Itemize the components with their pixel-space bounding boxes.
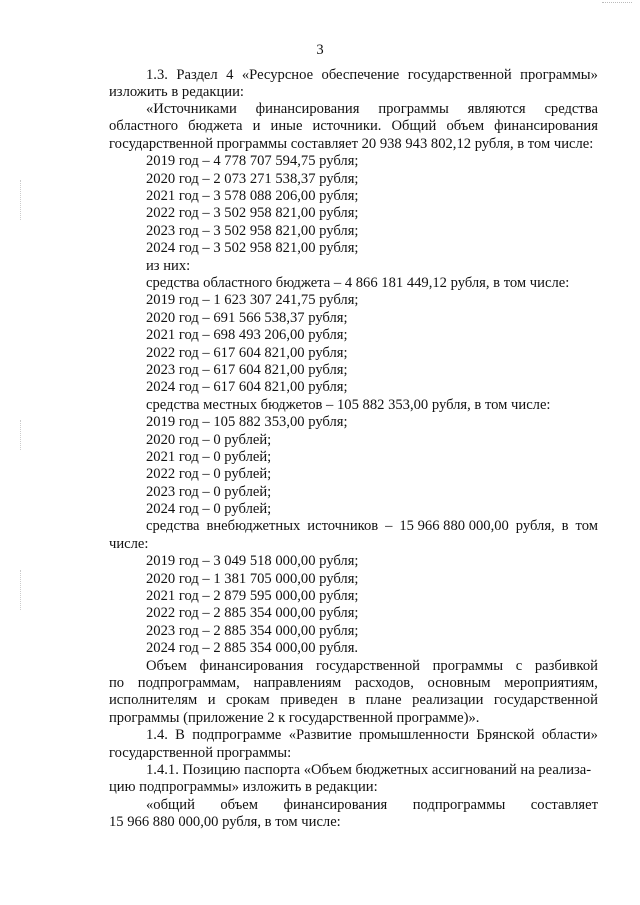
word: том [575,518,598,534]
text-line [146,797,598,814]
word: государственной [493,692,598,708]
word: государственной [407,67,512,83]
word: программы [432,658,504,674]
word: «Развитие [288,727,352,743]
word: иные [270,118,303,134]
word: направлениям [253,675,342,691]
word: обеспечение [321,67,400,83]
word: «Источниками [146,101,237,117]
text-line: 2023 год – 2 885 354 000,00 рубля; [146,623,359,639]
text-line: 2024 год – 3 502 958 821,00 рубля; [146,240,359,256]
word: исполнителям [109,692,198,708]
word: областного [109,118,178,134]
margin-artifact [20,180,22,220]
word: программы [378,101,449,117]
scan-artifact [602,2,632,4]
word: Раздел [176,67,218,83]
word: финансирования [494,118,598,134]
text-line [109,675,598,692]
text-line: 2020 год – 691 566 538,37 рубля; [146,310,348,326]
text-line: 15 966 880 000,00 рубля, в том числе: [109,814,341,830]
text-line: 2022 год – 3 502 958 821,00 рубля; [146,205,359,221]
text-line: 2021 год – 2 879 595 000,00 рубля; [146,588,359,604]
text-line: 2023 год – 3 502 958 821,00 рубля; [146,223,359,239]
word: расходов, [354,675,414,691]
word: реализации [412,692,484,708]
word: В [175,727,185,743]
word: объем [220,797,258,813]
word: области» [541,727,598,743]
text-line: государственной программы: [109,745,292,761]
word: Общий [391,118,437,134]
text-line: средства местных бюджетов – 105 882 353,00 рубля, в том числе: [146,397,551,413]
margin-artifact [20,570,22,610]
text-line: 2021 год – 0 рублей; [146,449,272,465]
text-line [146,67,598,84]
text-line: 2022 год – 0 рублей; [146,466,272,482]
word: с [515,658,523,674]
word: Брянской [476,727,535,743]
text-line: изложить в редакции: [109,84,244,100]
word: – [385,518,393,534]
word: и [207,692,216,708]
text-line: 2020 год – 1 381 705 000,00 рубля; [146,571,359,587]
text-line [109,118,598,135]
word: подпрограммам, [137,675,240,691]
page-number: 3 [316,42,324,58]
word: программы» [520,67,598,83]
word: средства [146,518,200,534]
text-line: 2020 год – 2 073 271 538,37 рубля; [146,171,359,187]
word: мероприятиям, [504,675,598,691]
word: 1.4. [146,727,168,743]
word: являются [467,101,526,117]
word: и [252,118,261,134]
text-line [146,658,598,675]
word: промышленности [359,727,470,743]
text-line: 2022 год – 2 885 354 000,00 рубля; [146,605,359,621]
text-line: 2023 год – 0 рублей; [146,484,272,500]
word: источники. [312,118,382,134]
text-line: 2024 год – 0 рублей; [146,501,272,517]
text-line: 2023 год – 617 604 821,00 рубля; [146,362,348,378]
margin-artifact [20,420,22,450]
text-line: 2021 год – 698 493 206,00 рубля; [146,327,348,343]
word: разбивкой [534,658,598,674]
text-line: 2019 год – 4 778 707 594,75 рубля; [146,153,359,169]
text-line [146,727,598,744]
word: финансирования [255,101,360,117]
text-line [109,692,598,709]
text-line: средства областного бюджета – 4 866 181 449,12 рубля, в том числе: [146,275,570,291]
text-line: программы (приложение 2 к государственной программе)». [109,710,480,726]
word: «общий [146,797,195,813]
word: «Ресурсное [241,67,314,83]
text-line: 2021 год – 3 578 088 206,00 рубля; [146,188,359,204]
word: срокам [225,692,270,708]
text-line: 2024 год – 2 885 354 000,00 рубля. [146,640,359,656]
word: основным [427,675,491,691]
word: в [561,518,569,534]
word: средства [544,101,598,117]
word: 1.3. [146,67,168,83]
text-line: числе: [109,536,149,552]
word: 4 [226,67,234,83]
text-line: цию подпрограммы» изложить в редакции: [109,779,378,795]
word: финансирования [283,797,388,813]
word: рубля, [515,518,555,534]
word: в [348,692,356,708]
word: подпрограммы [412,797,506,813]
text-line: из них: [146,258,191,274]
word: финансирования [199,658,304,674]
word: составляет [530,797,598,813]
word: приведен [280,692,338,708]
word: объем [446,118,485,134]
text-line: 2019 год – 3 049 518 000,00 рубля; [146,553,359,569]
word: подпрограмме [192,727,282,743]
text-line [146,101,598,118]
text-line: 2019 год – 105 882 353,00 рубля; [146,414,348,430]
text-line [146,518,598,535]
text-line: 1.4.1. Позицию паспорта «Объем бюджетных ассигнований на реализа- [146,762,592,778]
word: бюджета [188,118,243,134]
text-line: 2024 год – 617 604 821,00 рубля; [146,379,348,395]
text-line: государственной программы составляет 20 938 943 802,12 рубля, в том числе: [109,136,594,152]
word: 15 966 880 000,00 [399,518,509,534]
text-line: 2022 год – 617 604 821,00 рубля; [146,345,348,361]
word: по [109,675,125,691]
text-line: 2019 год – 1 623 307 241,75 рубля; [146,292,359,308]
word: государственной [315,658,420,674]
word: плане [365,692,402,708]
word: внебюджетных [206,518,301,534]
word: Объем [146,658,187,674]
text-line: 2020 год – 0 рублей; [146,432,272,448]
word: источников [307,518,379,534]
